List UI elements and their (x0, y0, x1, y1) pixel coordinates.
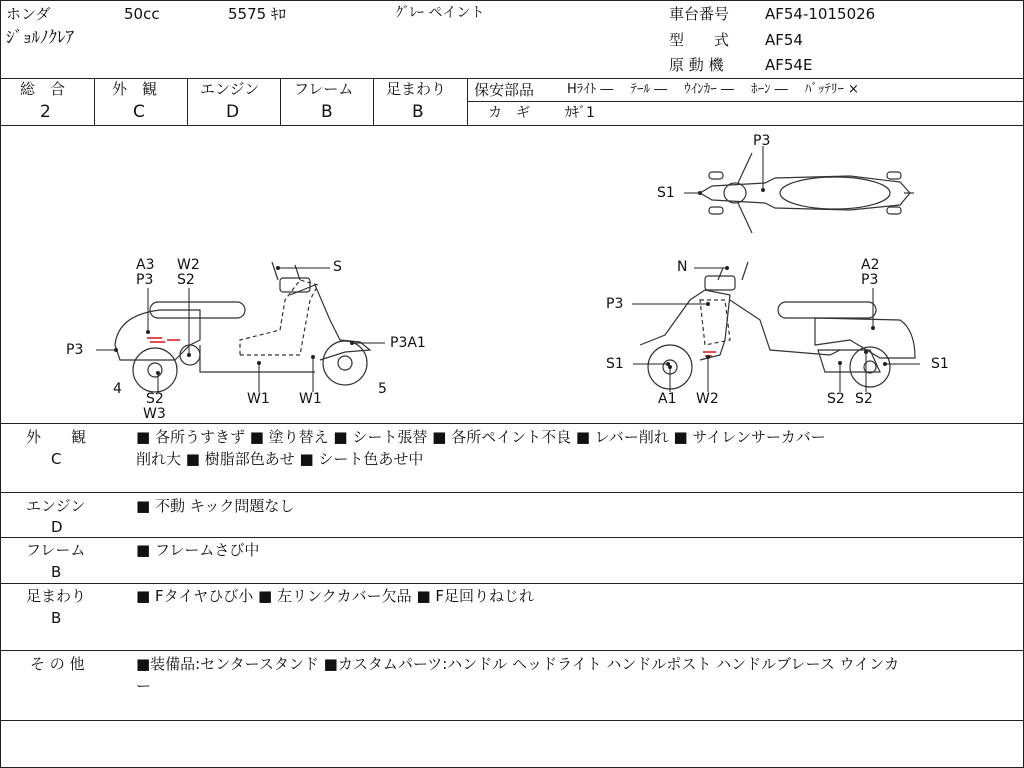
grade-value-overall: 2 (40, 102, 51, 122)
grade-label-overall: 総 合 (20, 80, 66, 98)
label-top-s1: S1 (657, 185, 675, 201)
divider (467, 78, 468, 125)
comment-text: ■ 各所うすきず ■ 塗り替え ■ シート張替 ■ 各所ペイント不良 ■ レバー削れ ■ サイレンサーカバー (136, 428, 826, 446)
label-right-p3-a2: P3 (861, 272, 879, 288)
divider (0, 492, 1024, 493)
comment-text: ■ Fタイヤひび小 ■ 左リンクカバー欠品 ■ F足回りねじれ (136, 587, 535, 605)
grade-label-engine: エンジン (200, 80, 260, 98)
comment-grade: B (51, 609, 62, 627)
divider (0, 78, 1024, 79)
type-value: AF54 (765, 31, 803, 49)
comment-text: ■ 不動 キック問題なし (136, 497, 295, 515)
label-left-5: 5 (378, 381, 387, 397)
grade-label-exterior: 外 観 (112, 80, 158, 98)
grade-value-engine: D (226, 102, 240, 122)
divider (468, 101, 1024, 102)
divider (373, 78, 374, 125)
label-right-a1: A1 (658, 391, 677, 407)
grade-value-exterior: C (133, 102, 145, 122)
safety-label: 保安部品 (474, 81, 535, 99)
key-value: ｶｷﾞ1 (565, 105, 595, 121)
maker: ホンダ (6, 5, 51, 23)
grade-label-frame: フレーム (294, 80, 354, 98)
comment-label: 足まわり (26, 587, 87, 605)
divider (0, 423, 1024, 424)
label-left-p3-side: P3 (66, 342, 84, 358)
divider (94, 78, 95, 125)
divider (280, 78, 281, 125)
comment-label: エンジン (26, 497, 86, 515)
safety-items: Hﾗｲﾄ ― ﾃｰﾙ ― ｳｲﾝｶｰ ― ﾎｰﾝ ― ﾊﾞｯﾃﾘｰ × (567, 82, 859, 97)
label-left-s: S (333, 259, 342, 275)
type-label: 型 式 (669, 31, 730, 49)
comment-label: フレーム (26, 541, 86, 559)
label-right-s2-b: S2 (855, 391, 873, 407)
comment-grade: C (51, 450, 62, 468)
engine-label: 原 動 機 (669, 56, 724, 74)
engine-value: AF54E (765, 56, 813, 74)
top-view-scooter (700, 153, 914, 233)
divider (0, 537, 1024, 538)
label-left-a3: A3 (136, 257, 155, 273)
frame-no-value: AF54-1015026 (765, 5, 876, 23)
divider (0, 720, 1024, 721)
label-left-w1-b: W1 (299, 391, 322, 407)
grade-value-suspension: B (412, 102, 424, 122)
divider (0, 583, 1024, 584)
label-right-s1-left: S1 (606, 356, 624, 372)
comment-grade: D (51, 518, 63, 536)
label-left-w3: W3 (143, 406, 166, 422)
frame-no-label: 車台番号 (669, 5, 730, 23)
mileage: 5575 ｷﾛ (228, 5, 286, 23)
damage-marks (147, 338, 716, 356)
comment-text: ■ フレームさび中 (136, 541, 260, 559)
displacement: 50cc (124, 5, 160, 23)
comment-text: ー (136, 677, 152, 695)
label-left-s2-top: S2 (177, 272, 195, 288)
label-right-p3-side: P3 (606, 296, 624, 312)
comment-text: ■装備品:センタースタンド ■カスタムパーツ:ハンドル ヘッドライト ハンドルポスト ハンドルブレース ウインカ (136, 655, 900, 673)
label-top-p3: P3 (753, 133, 771, 149)
label-right-w2: W2 (696, 391, 719, 407)
comment-text: 削れ大 ■ 樹脂部色あせ ■ シート色あせ中 (136, 450, 424, 468)
grade-value-frame: B (321, 102, 333, 122)
label-left-w1-a: W1 (247, 391, 270, 407)
label-left-s2-bottom: S2 (146, 391, 164, 407)
model-name: ｼﾞｮﾙﾉｸﾚｱ (6, 28, 74, 48)
divider (0, 650, 1024, 651)
color: ｸﾞﾚｰ ペイント (396, 5, 485, 21)
divider (187, 78, 188, 125)
comment-grade: B (51, 563, 62, 581)
label-left-p3a1: P3A1 (390, 335, 426, 351)
grade-label-suspension: 足まわり (386, 80, 447, 98)
label-left-w2: W2 (177, 257, 200, 273)
label-right-n: N (677, 259, 688, 275)
label-left-4: 4 (113, 381, 122, 397)
label-right-s2-a: S2 (827, 391, 845, 407)
comment-label: 外 観 (26, 428, 87, 446)
label-right-a2: A2 (861, 257, 880, 273)
key-label: カ ギ (488, 105, 530, 121)
label-left-p3-top: P3 (136, 272, 154, 288)
label-right-s1-right: S1 (931, 356, 949, 372)
comment-label: そ の 他 (30, 655, 85, 673)
